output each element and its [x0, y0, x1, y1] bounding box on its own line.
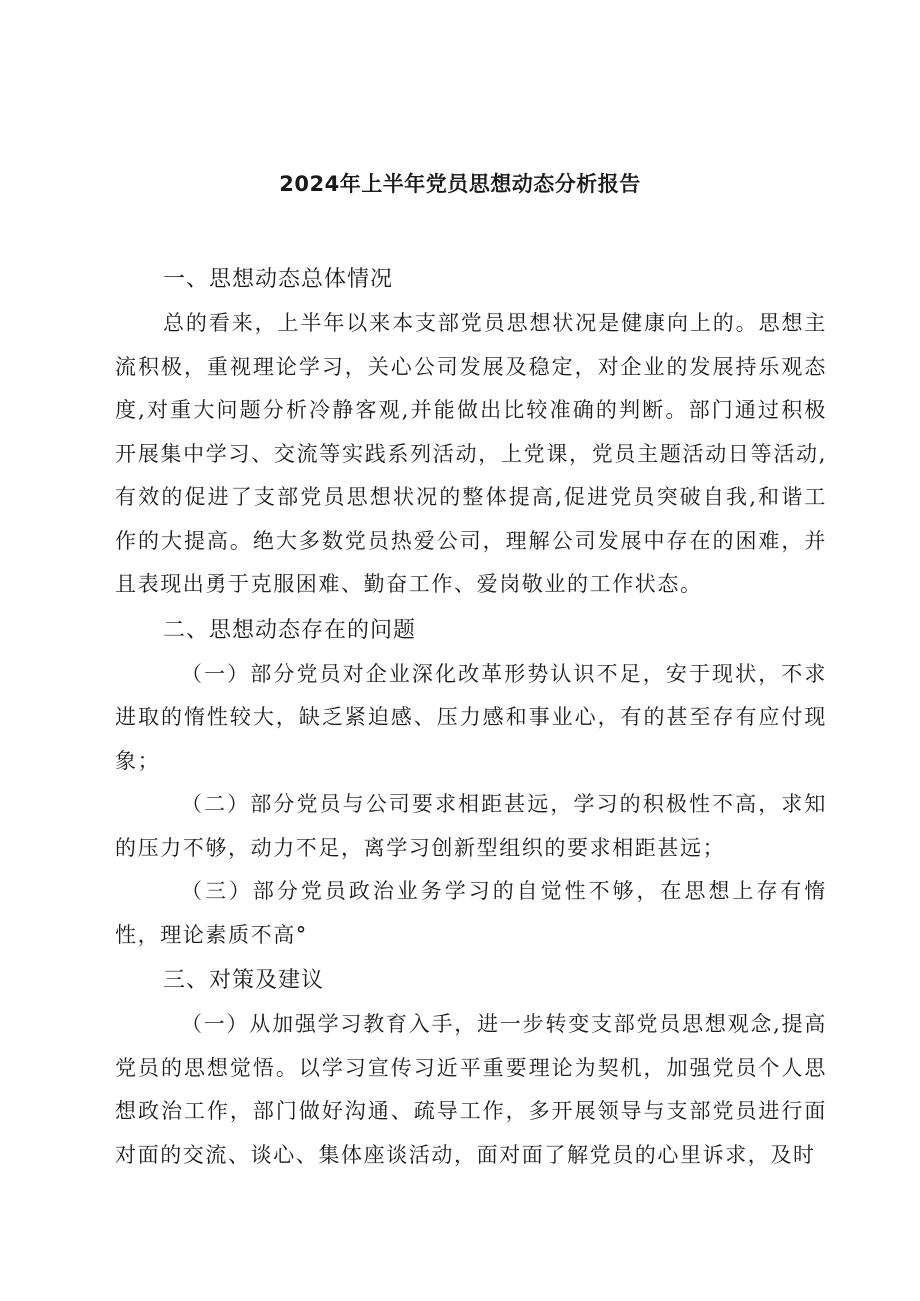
paragraph-overview: 总的看来，上半年以来本支部党员思想状况是健康向上的。思想主流积极，重视理论学习，关心公司发展及稳定，对企业的发展持乐观态度,对重大问题分析冷静客观,并能做出比较准确的判断。部门通过积极开展集中学习、交流等实践系列活动，上党课，党员主题活动日等活动,有效的促进了支部党员思想状况的整体提高,促进党员突破自我,和谐工作的大提高。绝大多数党员热爱公司，理解公司发展中存在的困难，并且表现出勇于克服困难、勤奋工作、爱岗敬业的工作状态。	[115, 311, 827, 596]
paragraph-problem-2: （二）部分党员与公司要求相距甚远，学习的积极性不高，求知的压力不够，动力不足，离学习创新型组织的要求相距甚远；	[115, 792, 827, 860]
section-heading-problems: 二、思想动态存在的问题	[163, 617, 417, 643]
section-heading-countermeasures: 三、对策及建议	[163, 968, 325, 993]
paragraph-countermeasure-1: （一）从加强学习教育入手，进一步转变支部党员思想观念,提高党员的思想觉悟。以学习宣传习近平重要理论为契机，加强党员个人思想政治工作，部门做好沟通、疏导工作，多开展领导与支部党员进行面对面的交流、谈心、集体座谈活动，面对面了解党员的心里诉求，及时	[115, 1012, 827, 1167]
paragraph-problem-3: （三）部分党员政治业务学习的自觉性不够，在思想上存有惰性，理论素质不高°	[115, 879, 827, 947]
section-heading-overview: 一、思想动态总体情况	[163, 267, 394, 292]
document-body	[115, 258, 827, 1177]
document-title: 2024年上半年党员思想动态分析报告	[279, 172, 641, 196]
paragraph-problem-1: （一）部分党员对企业深化改革形势认识不足，安于现状，不求进取的惰性较大，缺乏紧迫感、压力感和事业心，有的甚至存有应付现象；	[115, 661, 827, 773]
